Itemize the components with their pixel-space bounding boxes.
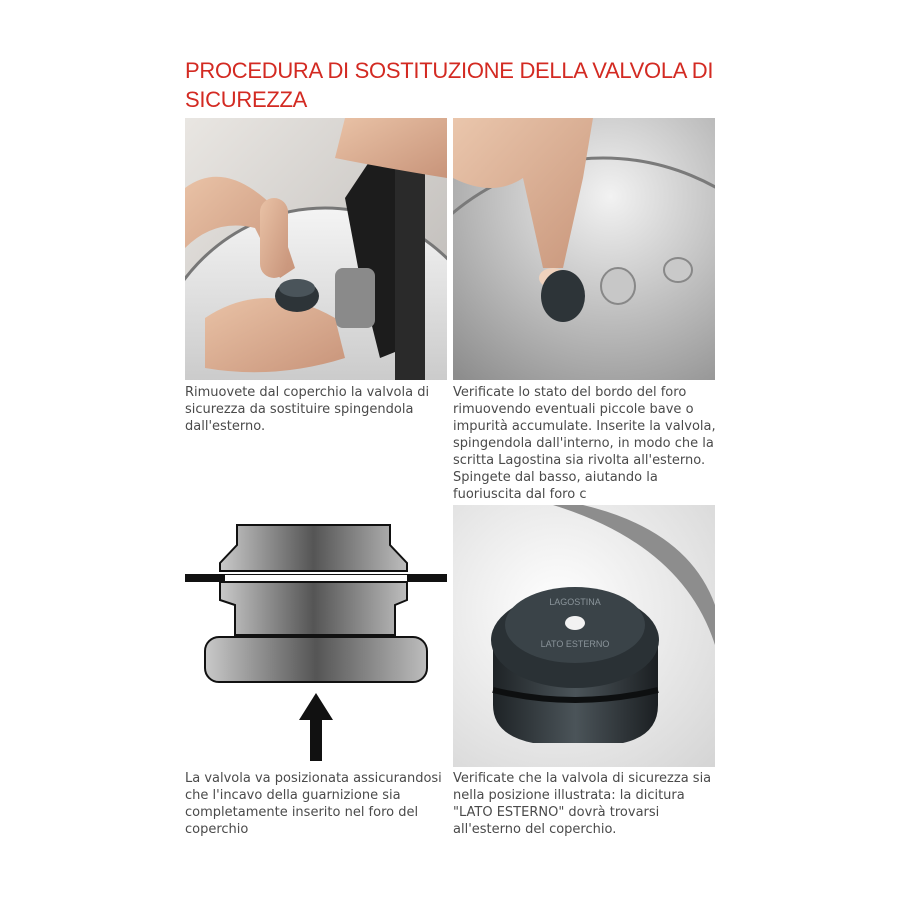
page-title: PROCEDURA DI SOSTITUZIONE DELLA VALVOLA DI SICUREZZA [185, 58, 714, 112]
step2-caption: Verificate lo stato del bordo del foro rimuovendo eventuali piccole bave o impurità accumulate. Inserite la valvola, spingendola dall'interno, in modo che la scritta Lagostina sia rivolta all'esterno. Spingete dal basso, aiutando la fuoriuscita dal foro c [453, 385, 716, 502]
valve-label-top: LAGOSTINA [549, 597, 601, 607]
step2-photo [453, 118, 715, 380]
step4-caption: Verificate che la valvola di sicurezza sia nella posizione illustrata: la dicitura "LATO ESTERNO" dovrà trovarsi all'esterno del coperchio. [453, 771, 712, 837]
step4-photo [453, 505, 715, 767]
step3-caption: La valvola va posizionata assicurandosi che l'incavo della guarnizione sia completamente inserito nel foro del coperchio [185, 771, 442, 837]
valve-label-bottom: LATO ESTERNO [540, 639, 610, 649]
step1-caption: Rimuovete dal coperchio la valvola di sicurezza da sostituire spingendola dall'esterno. [185, 385, 430, 434]
step3-diagram [185, 505, 447, 767]
step1-photo [185, 118, 447, 380]
